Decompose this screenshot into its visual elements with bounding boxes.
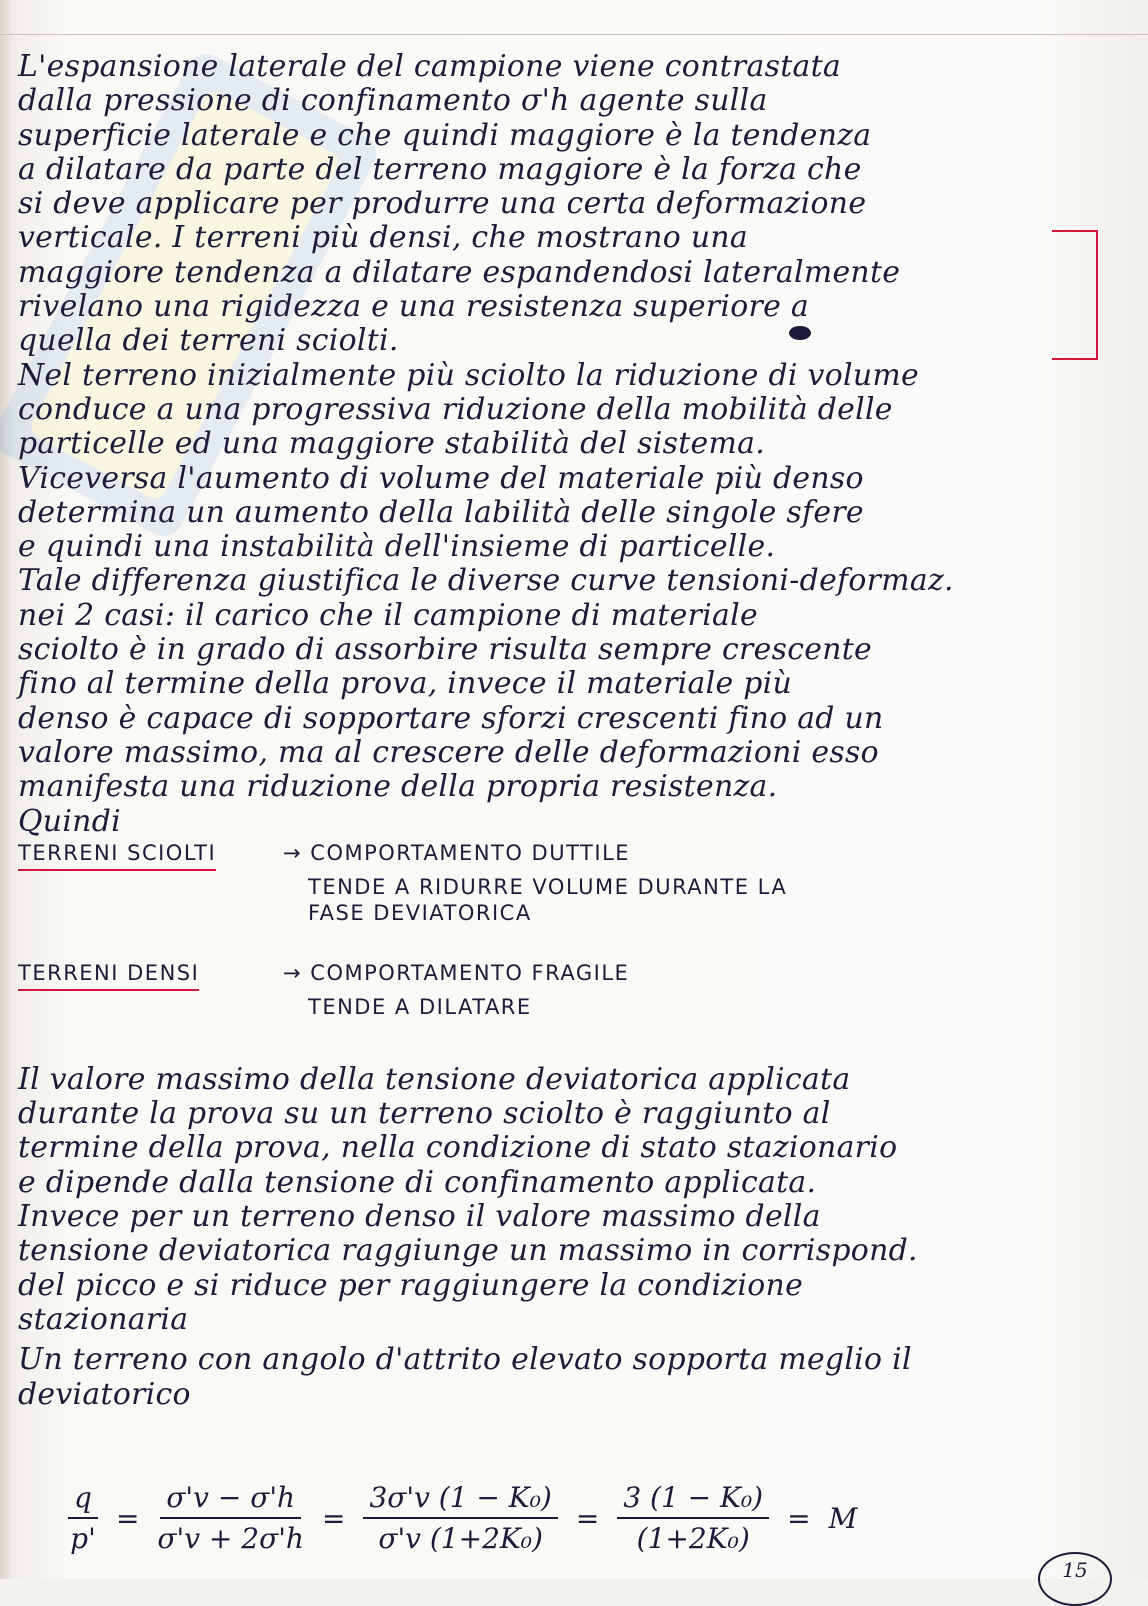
section-subtext: TENDE A DILATARE (308, 994, 532, 1019)
text-line: e dipende dalla tensione di confinamento applicata. (18, 1164, 817, 1200)
section-loose-soils (18, 841, 1118, 875)
text-line: denso è capace di sopportare sforzi crescenti fino ad un (18, 700, 884, 736)
text-line: Viceversa l'aumento di volume del materiale più denso (18, 460, 864, 496)
text-line: sciolto è in grado di assorbire risulta sempre crescente (18, 632, 872, 668)
text-line: a dilatare da parte del terreno maggiore è la forza che (18, 151, 862, 187)
fraction-denominator: (1+2K₀) (636, 1522, 750, 1555)
fraction-numerator: σ'v − σ'h (160, 1481, 301, 1519)
section-subtext: TENDE A RIDURRE VOLUME DURANTE LA (308, 874, 788, 899)
fraction-denominator: p' (70, 1522, 96, 1555)
fraction-stress-components (157, 1481, 304, 1555)
fraction-numerator: q (68, 1481, 98, 1519)
arrow-icon: → (283, 960, 303, 985)
text-line: valore massimo, ma al crescere delle deformazioni esso (18, 734, 879, 770)
formula-result: M (828, 1501, 858, 1535)
text-line: Un terreno con angolo d'attrito elevato sopporta meglio il (18, 1342, 912, 1378)
fraction-k0-expansion (363, 1481, 557, 1555)
text-line: stazionaria (18, 1301, 189, 1337)
stress-ratio-formula (68, 1478, 857, 1558)
equals-sign: = (575, 1501, 600, 1535)
fraction-numerator: 3σ'v (1 − K₀) (363, 1481, 557, 1519)
behaviour-label: COMPORTAMENTO DUTTILE (310, 840, 631, 865)
paragraph-volume-reduction (18, 359, 1118, 839)
page-top-edge (0, 34, 1148, 35)
text-line: durante la prova su un terreno sciolto è raggiunto al (18, 1096, 831, 1132)
section-subtext: FASE DEVIATORICA (308, 900, 532, 925)
text-line: Invece per un terreno denso il valore massimo della (18, 1199, 821, 1235)
equals-sign: = (787, 1501, 811, 1535)
text-line: tensione deviatorica raggiunge un massimo in corrispond. (18, 1233, 918, 1269)
section-loose-sub-2 (18, 901, 1118, 961)
section-label: TERRENI DENSI (18, 961, 199, 991)
page-number: 15 (1038, 1552, 1112, 1606)
text-line: quella dei terreni sciolti. (18, 323, 399, 359)
section-description (283, 961, 629, 985)
page-binding-shadow (0, 0, 14, 1579)
text-line: verticale. I terreni più densi, che mostrano una (18, 220, 749, 256)
text-line: nei 2 casi: il carico che il campione di materiale (18, 597, 758, 633)
fraction-numerator: 3 (1 − K₀) (617, 1481, 769, 1519)
paragraph-lateral-expansion (18, 50, 1118, 359)
fraction-q-over-p (68, 1481, 98, 1555)
text-line: superficie laterale e che quindi maggiore è la tendenza (18, 117, 872, 153)
equals-sign: = (115, 1501, 140, 1535)
behaviour-label: COMPORTAMENTO FRAGILE (310, 960, 630, 985)
text-line: conduce a una progressiva riduzione della mobilità delle (18, 391, 893, 427)
text-line: dalla pressione di confinamento σ'h agente sulla (18, 83, 768, 119)
text-line: e quindi una instabilità dell'insieme di particelle. (18, 529, 776, 565)
paragraph-friction-angle (18, 1343, 1118, 1412)
arrow-icon: → (283, 840, 303, 865)
text-line: manifesta una riduzione della propria resistenza. (18, 769, 778, 805)
equals-sign: = (321, 1501, 346, 1535)
text-line: del picco e si riduce per raggiungere la condizione (18, 1267, 804, 1303)
text-line: determina un aumento della labilità delle singole sfere (18, 494, 864, 530)
text-line: deviatorico (18, 1376, 191, 1412)
text-line: fino al termine della prova, invece il materiale più (18, 666, 793, 702)
text-line: L'espansione laterale del campione viene contrastata (18, 49, 842, 84)
text-line: rivelano una rigidezza e una resistenza superiore a (18, 289, 809, 325)
section-loose-sub-1 (18, 875, 1118, 901)
soil-behaviour-summary (18, 841, 1118, 1063)
paragraph-deviatoric-stress (18, 1063, 1118, 1337)
text-line: Quindi (18, 803, 121, 839)
text-line: Il valore massimo della tensione deviatorica applicata (18, 1061, 851, 1097)
text-line: particelle ed una maggiore stabilità del sistema. (18, 426, 765, 462)
fraction-denominator: σ'v (1+2K₀) (378, 1522, 543, 1555)
fraction-denominator: σ'v + 2σ'h (157, 1522, 304, 1555)
fraction-k0-simplified (617, 1481, 769, 1555)
text-line: Nel terreno inizialmente più sciolto la riduzione di volume (18, 357, 919, 393)
section-dense-sub-1 (18, 995, 1118, 1063)
section-description (283, 841, 630, 865)
handwritten-notes (18, 50, 1118, 1412)
text-line: termine della prova, nella condizione di stato stazionario (18, 1130, 898, 1166)
section-dense-soils (18, 961, 1118, 995)
text-line: maggiore tendenza a dilatare espandendosi lateralmente (18, 254, 901, 290)
section-label: TERRENI SCIOLTI (18, 841, 216, 871)
text-line: si deve applicare per produrre una certa deformazione (18, 186, 867, 222)
text-line: Tale differenza giustifica le diverse curve tensioni-deformaz. (18, 563, 954, 599)
